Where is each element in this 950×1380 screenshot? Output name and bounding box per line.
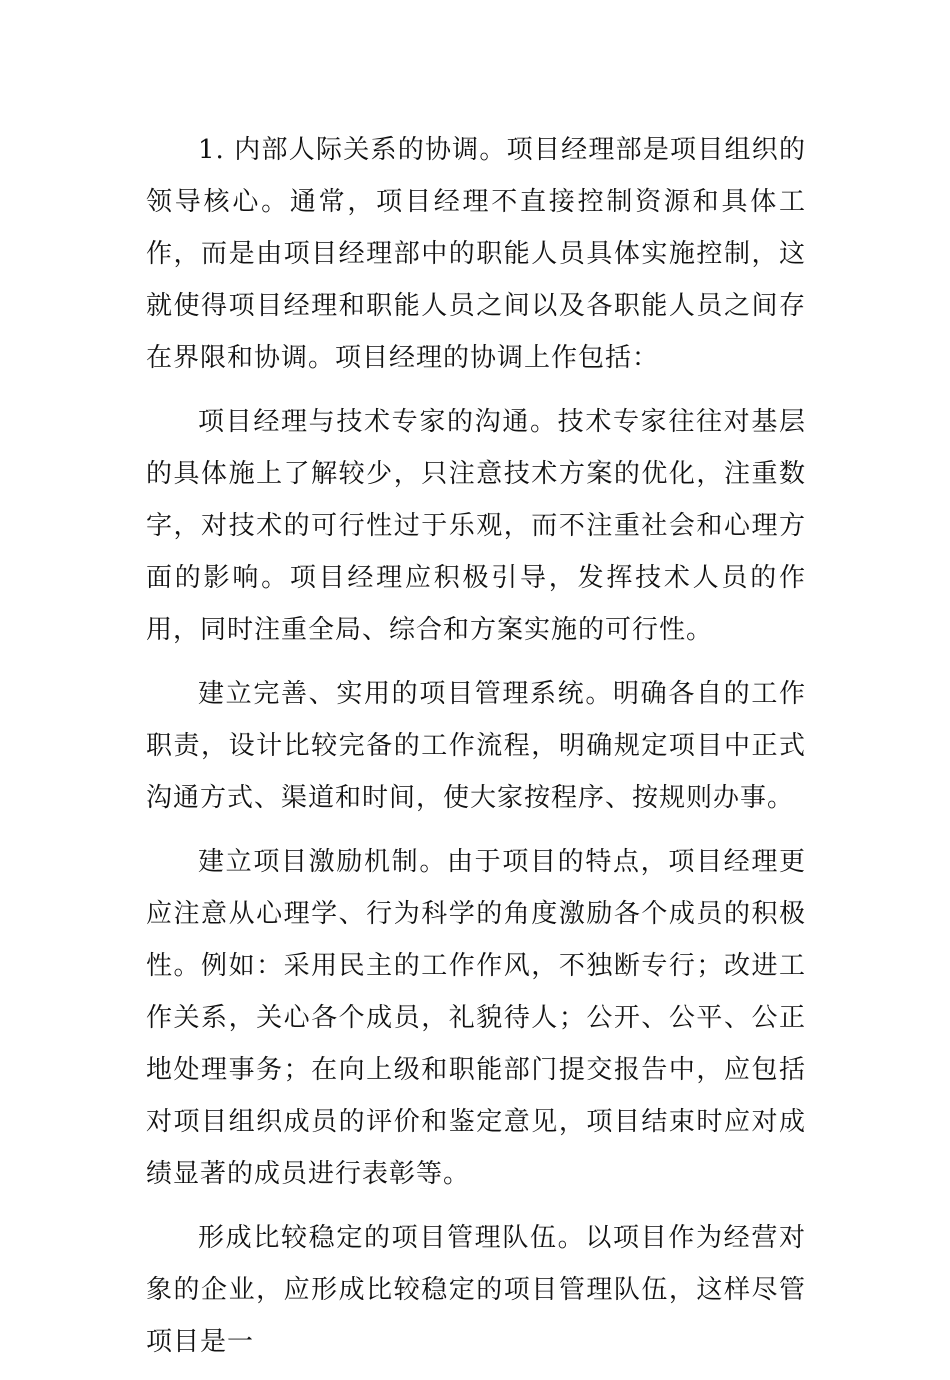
- document-body: [146, 124, 806, 1380]
- paragraph-internal-coordination: 1. 内部人际关系的协调。项目经理部是项目组织的领导核心。通常，项目经理不直接控制资源和具体工作，而是由项目经理部中的职能人员具体实施控制，这就使得项目经理和职能人员之间以及各职能人员之间存在界限和协调。项目经理的协调上作包括：: [146, 135, 806, 373]
- paragraph-incentive-mechanism: 建立项目激励机制。由于项目的特点，项目经理更应注意从心理学、行为科学的角度激励各个成员的积极性。例如：采用民主的工作作风，不独断专行；改进工作关系，关心各个成员，礼貌待人；公开、公平、公正地处理事务；在向上级和职能部门提交报告中，应包括对项目组织成员的评价和鉴定意见，项目结束时应对成绩显著的成员进行表彰等。: [146, 847, 806, 1189]
- paragraph-stable-team: 形成比较稳定的项目管理队伍。以项目作为经营对象的企业，应形成比较稳定的项目管理队伍，这样尽管项目是一: [146, 1223, 806, 1357]
- paragraph-technical-experts: 项目经理与技术专家的沟通。技术专家往往对基层的具体施上了解较少，只注意技术方案的优化，注重数字，对技术的可行性过于乐观，而不注重社会和心理方面的影响。项目经理应积极引导，发挥技术人员的作用，同时注重全局、综合和方案实施的可行性。: [146, 407, 806, 645]
- paragraph-management-system: 建立完善、实用的项目管理系统。明确各自的工作职责，设计比较完备的工作流程，明确规定项目中正式沟通方式、渠道和时间，使大家按程序、按规则办事。: [146, 679, 806, 813]
